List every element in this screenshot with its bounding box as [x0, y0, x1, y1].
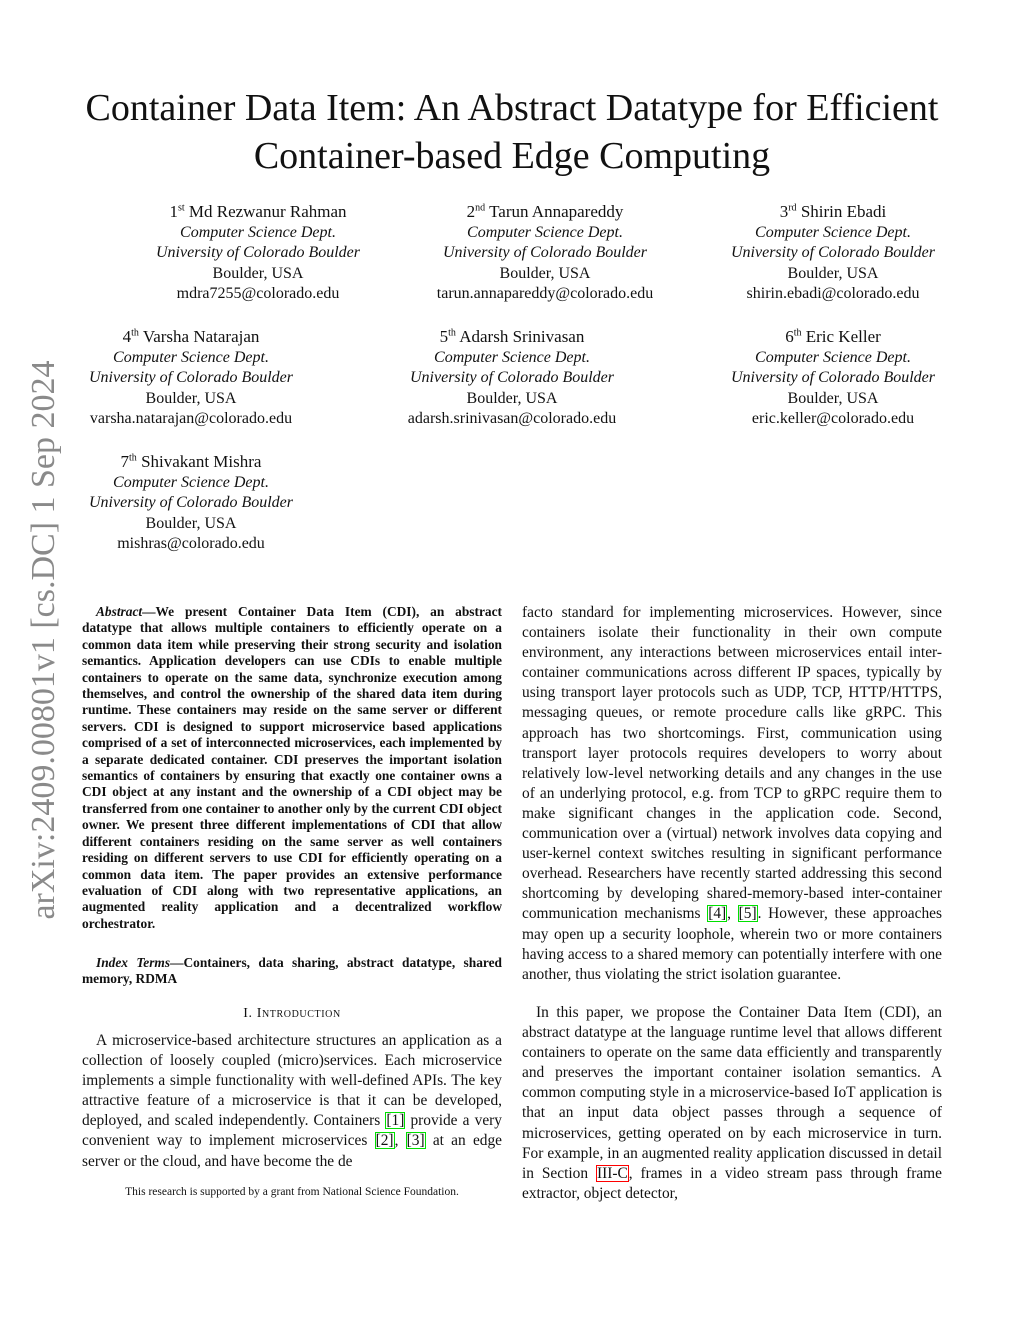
author-name: 4th Varsha Natarajan — [122, 327, 260, 346]
author-block — [41, 452, 341, 555]
author-name: 6th Eric Keller — [785, 327, 881, 346]
author-department: Computer Science Dept. — [113, 473, 269, 491]
citation-link[interactable]: [5] — [738, 905, 757, 923]
abstract — [82, 604, 502, 932]
author-block — [362, 327, 662, 430]
index-terms-label: Index Terms — [96, 955, 171, 970]
author-location: Boulder, USA — [466, 389, 558, 407]
citation-link[interactable]: [2] — [375, 1132, 394, 1150]
author-block — [395, 202, 695, 305]
author-department: Computer Science Dept. — [180, 223, 336, 241]
author-department: Computer Science Dept. — [755, 348, 911, 366]
paper-title: Container Data Item: An Abstract Datatype for Efficient Container-based Edge Computing — [85, 87, 939, 177]
arxiv-identifier-stamp: arXiv:2409.00801v1 [cs.DC] 1 Sep 2024 — [25, 360, 62, 920]
body-paragraph: facto standard for implementing microservices. However, since containers isolate their functionality in their own compute environment, any interactions between microservices entail inter-container communications across different IP spaces, typically by using transport layer protocols such as UDP, TCP, HTTP/HTTPS, messaging queues, or remote procedure calls like gRPC. This approach has two shortcomings. First, communication using transport layer protocols requires developers to worry about relatively low-level networking details and any changes in the use of an underlying protocol, e.g. from TCP to gRPC require them to make significant changes in the application code. Second, communication over a (virtual) network involves data copying and user-kernel context switches resulting in significant performance overhead. Researchers have recently started addressing this second shortcoming by developing shared-memory-based inter-container communication mechanisms [4], [5]. However, these approaches may open up a security loophole, wherein two or more containers having access to a shared memory can potentially interfere with one another, thus violating the strict isolation guarantee. — [522, 604, 942, 983]
index-terms-text: —Containers, data sharing, abstract datatype, shared memory, RDMA — [82, 955, 502, 987]
author-department: Computer Science Dept. — [434, 348, 590, 366]
author-email: adarsh.srinivasan@colorado.edu — [407, 410, 617, 428]
author-university: University of Colorado Boulder — [89, 494, 293, 512]
author-university: University of Colorado Boulder — [443, 244, 647, 262]
author-email: eric.keller@colorado.edu — [751, 410, 915, 428]
author-email: mishras@colorado.edu — [117, 535, 265, 553]
author-email: tarun.annapareddy@colorado.edu — [436, 285, 654, 303]
author-block — [108, 202, 408, 305]
author-name: 1st Md Rezwanur Rahman — [169, 202, 347, 221]
author-name: 2nd Tarun Annapareddy — [466, 202, 624, 221]
citation-link[interactable]: [3] — [406, 1132, 425, 1150]
author-location: Boulder, USA — [145, 389, 237, 407]
abstract-text: —We present Container Data Item (CDI), an abstract datatype that allows multiple containers to efficiently operate on a common data item while preserving their strong security and isolation semantics. Application developers can use CDIs to enable multiple containers to operate on the same data, synchronize execution among themselves, and control the ownership of the shared data item during runtime. These containers may reside on the same server or different servers. CDI is designed to support microservice based applications comprised of a set of interconnected microservices, each implemented by a separate dedicated container. CDI preserves the important isolation semantics of containers by ensuring that exactly one container owns a CDI object at any instant and the ownership of a CDI object may be transferred from one container to another only by the current CDI object owner. We present three different implementations of CDI that allow different containers residing on the same server as well containers residing on different servers to use CDI for efficiently operating on a common data item. The paper provides an extensive performance evaluation of CDI along with two representative applications, an augmented reality application and a decentralized workflow orchestrator. — [82, 604, 502, 931]
intro-paragraph: A microservice-based architecture structures an application as a collection of loosely coupled (micro)services. Each microservice implements a simple functionality with well-defined APIs. The key attractive feature of a microservice is that it can be developed, deployed, and scaled independently. Containers [1] provide a very convenient way to implement microservices [2], [3] at an edge server or the cloud, and have become the de — [82, 1032, 503, 1170]
abstract-label: Abstract — [96, 604, 143, 619]
author-email: shirin.ebadi@colorado.edu — [746, 285, 920, 303]
author-location: Boulder, USA — [212, 264, 304, 282]
index-terms — [82, 955, 502, 988]
author-location: Boulder, USA — [145, 514, 237, 532]
author-department: Computer Science Dept. — [467, 223, 623, 241]
author-block — [41, 327, 341, 430]
section-heading-introduction: I. Introduction — [243, 1006, 341, 1021]
citation-link[interactable]: [1] — [386, 1112, 405, 1130]
author-university: University of Colorado Boulder — [156, 244, 360, 262]
author-university: University of Colorado Boulder — [731, 369, 935, 387]
author-location: Boulder, USA — [499, 264, 591, 282]
citation-link[interactable]: [4] — [708, 905, 727, 923]
footnote: This research is supported by a grant from National Science Foundation. — [125, 1186, 459, 1198]
author-email: mdra7255@colorado.edu — [176, 285, 340, 303]
body-paragraph: In this paper, we propose the Container Data Item (CDI), an abstract datatype at the language runtime level that allows different containers to operate on the same data efficiently and transparently and preserves the important container isolation semantics. A common computing style in a microservice-based IoT application is that an input data object passes through a sequence of microservices, getting operated on by each microservice in turn. For example, in an augmented reality application discussed in detail in Section III-C, frames in a video stream pass through frame extractor, object detector, — [522, 1004, 942, 1202]
author-name: 7th Shivakant Mishra — [120, 452, 262, 471]
author-name: 3rd Shirin Ebadi — [779, 202, 887, 221]
author-block — [683, 202, 983, 305]
author-name: 5th Adarsh Srinivasan — [439, 327, 585, 346]
author-department: Computer Science Dept. — [113, 348, 269, 366]
author-location: Boulder, USA — [787, 389, 879, 407]
author-department: Computer Science Dept. — [755, 223, 911, 241]
author-block — [683, 327, 983, 430]
section-reference-link[interactable]: III-C — [596, 1164, 628, 1182]
author-university: University of Colorado Boulder — [731, 244, 935, 262]
author-email: varsha.natarajan@colorado.edu — [89, 410, 293, 428]
author-location: Boulder, USA — [787, 264, 879, 282]
author-university: University of Colorado Boulder — [89, 369, 293, 387]
author-university: University of Colorado Boulder — [410, 369, 614, 387]
